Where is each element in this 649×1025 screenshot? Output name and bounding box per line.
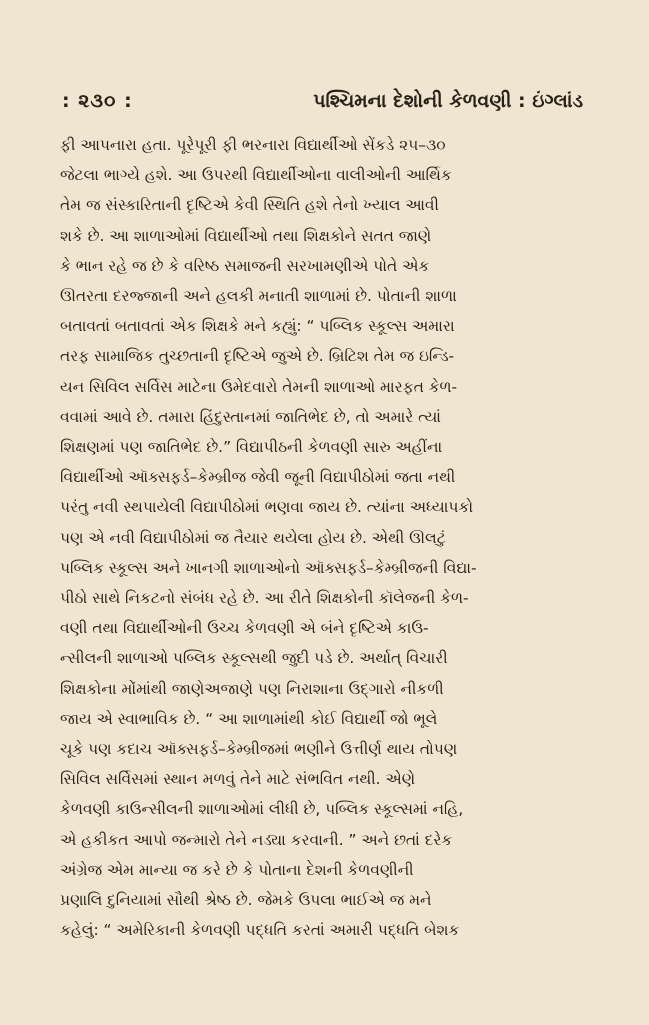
text-line: કહેલું: “ અમેરિકાની કેળવણી પદ્ધતિ કરતાં અમારી પદ્ધતિ બેશક bbox=[60, 921, 460, 940]
text-line: પીઠો સાથે નિકટનો સંબંધ રહે છે. આ રીતે શિક્ષકોની કૉલેજની કેળ- bbox=[60, 589, 469, 608]
text-line: અંગ્રેજ એમ માન્યા જ કરે છે કે પોતાના દેશની કેળવણીની bbox=[60, 860, 414, 879]
text-line: શિક્ષણમાં પણ જાતિભેદ છે.” વિદ્યાપીઠની કેળવણી સારુ અહીંના bbox=[60, 438, 443, 457]
text-line: બતાવતાં બતાવતાં એક શિક્ષકે મને કહ્યું: “ પબ્લિક સ્કૂલ્સ અમારા bbox=[60, 317, 455, 336]
body-paragraph bbox=[60, 130, 589, 945]
text-line: વિદ્યાર્થીઓ ઑક્સફર્ડ–કેમ્બ્રીજ જેવી જૂની વિદ્યાપીઠોમાં જતા નથી bbox=[60, 468, 456, 487]
text-line: ઊતરતા દરજ્જાની અને હલકી મનાતી શાળામાં છે. પોતાની શાળા bbox=[60, 287, 457, 306]
running-title: પશ્ચિમના દેશોની કેળવણી : ઇંગ્લાંડ bbox=[313, 90, 583, 112]
text-line: તેમ જ સંસ્કારિતાની દૃષ્ટિએ કેવી સ્થિતિ હશે તેનો ખ્યાલ આવી bbox=[60, 196, 439, 215]
text-line: ફી આપનારા હતા. પૂરેપૂરી ફી ભરનારા વિદ્યાર્થીઓ સેંકડે ૨૫–૩૦ bbox=[60, 136, 446, 154]
text-line: ન્સીલની શાળાઓ પબ્લિક સ્કૂલ્સથી જુદી પડે છે. અર્થાત્ વિચારી bbox=[60, 649, 448, 668]
text-line: પરંતુ નવી સ્થપાયેલી વિદ્યાપીઠોમાં ભણવા જાય છે. ત્યાંના અધ્યાપકો bbox=[60, 498, 474, 517]
page-number: : ૨૩૦ : bbox=[62, 90, 133, 112]
text-line: એ હકીકત આપો જન્મારો તેને નડ્યા કરવાની. ” અને છતાં દરેક bbox=[60, 830, 453, 849]
text-line: ચૂકે પણ કદાચ ઑક્સફર્ડ–કેમ્બ્રીજમાં ભણીને ઉત્તીર્ણ થાય તોપણ bbox=[60, 740, 458, 759]
text-line: સિવિલ સર્વિસમાં સ્થાન મળવું તેને માટે સંભવિત નથી. એણે bbox=[60, 770, 416, 789]
text-line: પ્રણાલિ દુનિયામાં સૌથી શ્રેષ્ઠ છે. જેમકે ઉપલા ભાઈએ જ મને bbox=[60, 891, 432, 910]
text-line: જેટલા ભાગ્યે હશે. આ ઉપરથી વિદ્યાર્થીઓના વાલીઓની આર્થિક bbox=[60, 166, 452, 185]
text-line: જાય એ સ્વાભાવિક છે. “ આ શાળામાંથી કોઈ વિદ્યાર્થી જો ભૂલે bbox=[60, 709, 438, 728]
text-line: કે ભાન રહે જ છે કે વરિષ્ઠ સમાજની સરખામણીએ પોતે એક bbox=[60, 256, 430, 275]
text-line: પણ એ નવી વિદ્યાપીઠોમાં જ તૈયાર થયેલા હોય છે. એથી ઊલટું bbox=[60, 528, 446, 547]
text-line: તરફ સામાજિક તુચ્છતાની દૃષ્ટિએ જુએ છે. બ્રિટિશ તેમ જ ઇન્ડિ- bbox=[60, 347, 455, 366]
page-header bbox=[62, 86, 583, 116]
text-line: પબ્લિક સ્કૂલ્સ અને ખાનગી શાળાઓનો ઑક્સફર્ડ–કેમ્બ્રીજની વિદ્યા- bbox=[60, 558, 477, 577]
text-line: શિક્ષકોના મોંમાંથી જાણેઅજાણે પણ નિરાશાના ઉદ્ગારો નીકળી bbox=[60, 679, 444, 698]
text-line: યન સિવિલ સર્વિસ માટેના ઉમેદવારો તેમની શાળાઓ મારફત કેળ- bbox=[60, 377, 458, 396]
text-line: કેળવણી કાઉન્સીલની શાળાઓમાં લીધી છે, પબ્લિક સ્કૂલ્સમાં નહિ, bbox=[60, 800, 464, 819]
text-line: વવામાં આવે છે. તમારા હિંદુસ્તાનમાં જાતિભેદ છે, તો અમારે ત્યાં bbox=[60, 407, 441, 426]
text-line: શકે છે. આ શાળાઓમાં વિદ્યાર્થીઓ તથા શિક્ષકોને સતત જાણે bbox=[60, 226, 432, 245]
text-line: વણી તથા વિદ્યાર્થીઓની ઉચ્ચ કેળવણી એ બંને દૃષ્ટિએ કાઉ- bbox=[60, 619, 429, 638]
